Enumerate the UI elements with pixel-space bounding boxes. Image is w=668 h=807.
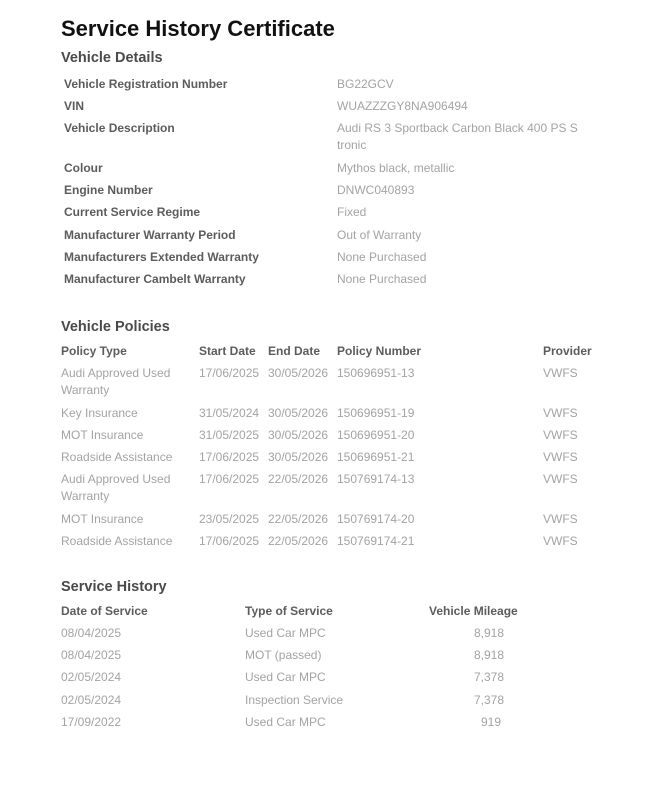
policy-number: 150696951-13 bbox=[337, 366, 415, 380]
service-mileage: 919 bbox=[480, 715, 501, 729]
detail-value: BG22GCV bbox=[337, 77, 394, 91]
policy-type: Roadside Assistance bbox=[61, 534, 173, 548]
detail-label: Vehicle Registration Number bbox=[64, 77, 228, 91]
service-history-heading: Service History bbox=[61, 579, 167, 595]
column-header: Type of Service bbox=[245, 604, 333, 618]
policy-provider: VWFS bbox=[543, 406, 578, 420]
detail-value: WUAZZZGY8NA906494 bbox=[337, 99, 468, 113]
column-header: Date of Service bbox=[61, 604, 148, 618]
policy-end-date: 30/05/2026 bbox=[268, 450, 329, 464]
service-date: 08/04/2025 bbox=[61, 626, 122, 640]
policy-number: 150696951-20 bbox=[337, 428, 415, 442]
policy-provider: VWFS bbox=[543, 534, 578, 548]
policy-start-date: 17/06/2025 bbox=[199, 450, 260, 464]
service-type: Used Car MPC bbox=[245, 715, 326, 729]
policy-start-date: 31/05/2024 bbox=[199, 406, 260, 420]
service-date: 08/04/2025 bbox=[61, 648, 122, 662]
policy-number: 150769174-21 bbox=[337, 534, 415, 548]
vehicle-details-heading: Vehicle Details bbox=[61, 50, 163, 66]
policy-number: 150696951-19 bbox=[337, 406, 415, 420]
column-header: Policy Number bbox=[337, 344, 422, 358]
policy-type: MOT Insurance bbox=[61, 512, 144, 526]
service-mileage: 8,918 bbox=[473, 648, 504, 662]
policy-provider: VWFS bbox=[543, 472, 578, 486]
policy-provider: VWFS bbox=[543, 512, 578, 526]
policy-provider: VWFS bbox=[543, 450, 578, 464]
policy-start-date: 17/06/2025 bbox=[199, 472, 260, 486]
service-mileage: 7,378 bbox=[473, 693, 504, 707]
policy-provider: VWFS bbox=[543, 428, 578, 442]
service-type: MOT (passed) bbox=[245, 648, 322, 662]
detail-label: VIN bbox=[64, 99, 85, 113]
detail-label: Manufacturer Cambelt Warranty bbox=[64, 272, 246, 286]
service-mileage: 7,378 bbox=[473, 670, 504, 684]
policy-type: Audi Approved Used Warranty bbox=[61, 366, 171, 397]
detail-label: Manufacturers Extended Warranty bbox=[64, 250, 259, 264]
column-header: Policy Type bbox=[61, 344, 127, 358]
policy-end-date: 30/05/2026 bbox=[268, 428, 329, 442]
column-header: Provider bbox=[543, 344, 592, 358]
detail-label: Manufacturer Warranty Period bbox=[64, 228, 236, 242]
detail-value: None Purchased bbox=[337, 272, 427, 286]
policy-end-date: 22/05/2026 bbox=[268, 534, 329, 548]
page-title: Service History Certificate bbox=[61, 16, 335, 41]
column-header: Start Date bbox=[199, 344, 256, 358]
detail-label: Colour bbox=[64, 161, 103, 175]
policy-type: MOT Insurance bbox=[61, 428, 144, 442]
policy-start-date: 17/06/2025 bbox=[199, 366, 260, 380]
policy-type: Audi Approved Used Warranty bbox=[61, 472, 171, 503]
detail-value: Out of Warranty bbox=[337, 228, 422, 242]
service-type: Used Car MPC bbox=[245, 626, 326, 640]
policy-provider: VWFS bbox=[543, 366, 578, 380]
service-type: Inspection Service bbox=[245, 693, 344, 707]
column-header: Vehicle Mileage bbox=[429, 604, 518, 618]
detail-label: Current Service Regime bbox=[64, 205, 201, 219]
service-date: 02/05/2024 bbox=[61, 693, 122, 707]
policy-start-date: 23/05/2025 bbox=[199, 512, 260, 526]
policy-end-date: 30/05/2026 bbox=[268, 406, 329, 420]
detail-value: Fixed bbox=[337, 205, 367, 219]
policy-type: Key Insurance bbox=[61, 406, 138, 420]
policy-start-date: 17/06/2025 bbox=[199, 534, 260, 548]
policy-number: 150769174-13 bbox=[337, 472, 415, 486]
policy-end-date: 22/05/2026 bbox=[268, 472, 329, 486]
service-type: Used Car MPC bbox=[245, 670, 326, 684]
policy-type: Roadside Assistance bbox=[61, 450, 173, 464]
detail-value: Mythos black, metallic bbox=[337, 161, 455, 175]
vehicle-policies-heading: Vehicle Policies bbox=[61, 319, 170, 335]
policy-number: 150769174-20 bbox=[337, 512, 415, 526]
service-date: 17/09/2022 bbox=[61, 715, 122, 729]
policy-end-date: 30/05/2026 bbox=[268, 366, 329, 380]
policy-number: 150696951-21 bbox=[337, 450, 415, 464]
detail-value: None Purchased bbox=[337, 250, 427, 264]
detail-value: Audi RS 3 Sportback Carbon Black 400 PS S tronic bbox=[337, 121, 578, 152]
policy-start-date: 31/05/2025 bbox=[199, 428, 260, 442]
policy-end-date: 22/05/2026 bbox=[268, 512, 329, 526]
service-mileage: 8,918 bbox=[473, 626, 504, 640]
detail-label: Vehicle Description bbox=[64, 121, 175, 135]
detail-label: Engine Number bbox=[64, 183, 153, 197]
service-date: 02/05/2024 bbox=[61, 670, 122, 684]
column-header: End Date bbox=[268, 344, 321, 358]
detail-value: DNWC040893 bbox=[337, 183, 415, 197]
